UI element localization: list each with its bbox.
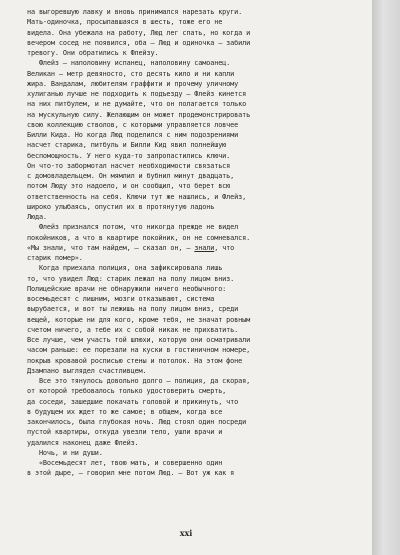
text-line: закончилось, была глубокая ночь. Люд стоял один посреди <box>27 418 247 426</box>
text-line: Дзампано выглядел счастливцем. <box>27 366 147 375</box>
text-line: насчет старика, питбуль и Билли Кид явил полнейшую <box>27 141 227 150</box>
text-line: хулиганью лучше не подходить к подъезду – Флейз кинется <box>27 90 247 98</box>
text-line: покойников, а что в квартире покойник, он не сомневался. <box>27 233 251 242</box>
text-line: Люда. <box>27 213 47 221</box>
text-line: то, что увидел Люд: старик лежал на полу лицом вниз. <box>27 274 235 283</box>
text-line: беспомощность. У него куда-то запропастились ключи. <box>27 151 231 160</box>
underlined-word: знали <box>194 243 215 252</box>
page-text-block <box>27 7 359 479</box>
text-line: с домовладельцем. Он мямлил и бубнил минут двадцать, <box>27 172 235 180</box>
text-line: часом раньше: ее порезали на куски в гостиничном номере, <box>27 346 251 355</box>
text-line: Великан – метр девяносто, сто десять кило и ни капли <box>27 69 235 78</box>
text-line: видела. Она убежала на работу, Люд лег спать, но когда и <box>27 28 251 37</box>
text-line: в будущем их ждет то же самое; в общем, когда все <box>27 407 223 416</box>
text-line: старик помер». <box>27 254 83 262</box>
text-line: Билли Кида. Но когда Люд поделился с ним подозрениями <box>27 131 239 139</box>
text-line: Все лучше, чем участь той шлюхи, которую они осматривали <box>27 336 251 344</box>
text-line: свою коллекцию стволов, с которыми управляется ловчее <box>27 120 239 129</box>
text-line: Когда приехала полиция, она зафиксировала лишь <box>27 264 223 273</box>
text-line: удалился наконец даже Флейз. <box>27 438 139 447</box>
text-line: тревогу. Они обратились к Флейзу. <box>27 49 159 57</box>
text-line: от которой требовалось только удостоверить смерть, <box>27 387 227 396</box>
text-line: «Восемьдесят лет, твою мать, и совершенно один <box>27 459 223 467</box>
text-line: Ночь, и ни души. <box>27 448 103 457</box>
text-line: на них питбулем, и не думайте, что он полагается только <box>27 100 247 109</box>
text-line: вырубается, и вот ты лежишь на полу лицом вниз, среди <box>27 305 239 314</box>
page-edge-shadow <box>372 0 400 555</box>
text-line: Он что-то забормотал насчет необходимости связаться <box>27 161 231 170</box>
text-line: вещей, которые ни для кого, кроме тебя, не значат ровным <box>27 315 251 324</box>
text-line: вечером сосед не появился, оба – Люд и одиночка – забили <box>27 38 251 47</box>
text-line: в этой дыре, – говорил мне потом Люд. – Вот уж как я <box>27 469 235 478</box>
text-line: Флейз – наполовину испанец, наполовину самоанец. <box>27 59 231 68</box>
text-line: счетом ничего, а тебе их с собой никак не прихватить. <box>27 325 239 334</box>
text-line: Мать-одиночка, просыпавшаяся в шесть, тоже его не <box>27 18 223 27</box>
text-line: восемьдесят с лишним, мозги отказывают, система <box>27 295 215 303</box>
text-line: на мускульную силу. Желающим он может продемонстрировать <box>27 110 251 119</box>
text-line: жира. Вандалам, любителям граффити и прочему уличному <box>27 79 239 88</box>
text-line: потом Люду это надоело, и он сообщил, что берет всю <box>27 182 231 191</box>
text-line: покрыв кровавой росписью стены и потолок. На этом фоне <box>27 356 243 365</box>
text-line: «Мы знали, что там найдем, – сказал он, – знали, что <box>27 243 235 252</box>
text-line: ответственность на себя. Ключи тут же нашлись, и Флейз, <box>27 192 247 201</box>
text-line: широко улыбаясь, опустил их в протянутую ладонь <box>27 202 215 211</box>
text-line: Полицейские врачи не обнаружили ничего необычного: <box>27 284 227 293</box>
text-line: да соседи, зашедшие покачать головой и прикинуть, что <box>27 397 239 406</box>
text-line: Флейз признался потом, что никогда прежде не видел <box>27 223 239 232</box>
page-number: xxi <box>179 528 193 538</box>
text-line: Все это тянулось довольно долго – полиция, да скорая, <box>27 377 251 385</box>
text-line: пустой квартиры, откуда увезли тело, ушли врачи и <box>27 428 223 437</box>
text-line: на выгоревшую лавку и вновь принимался нарезать круги. <box>27 8 243 16</box>
